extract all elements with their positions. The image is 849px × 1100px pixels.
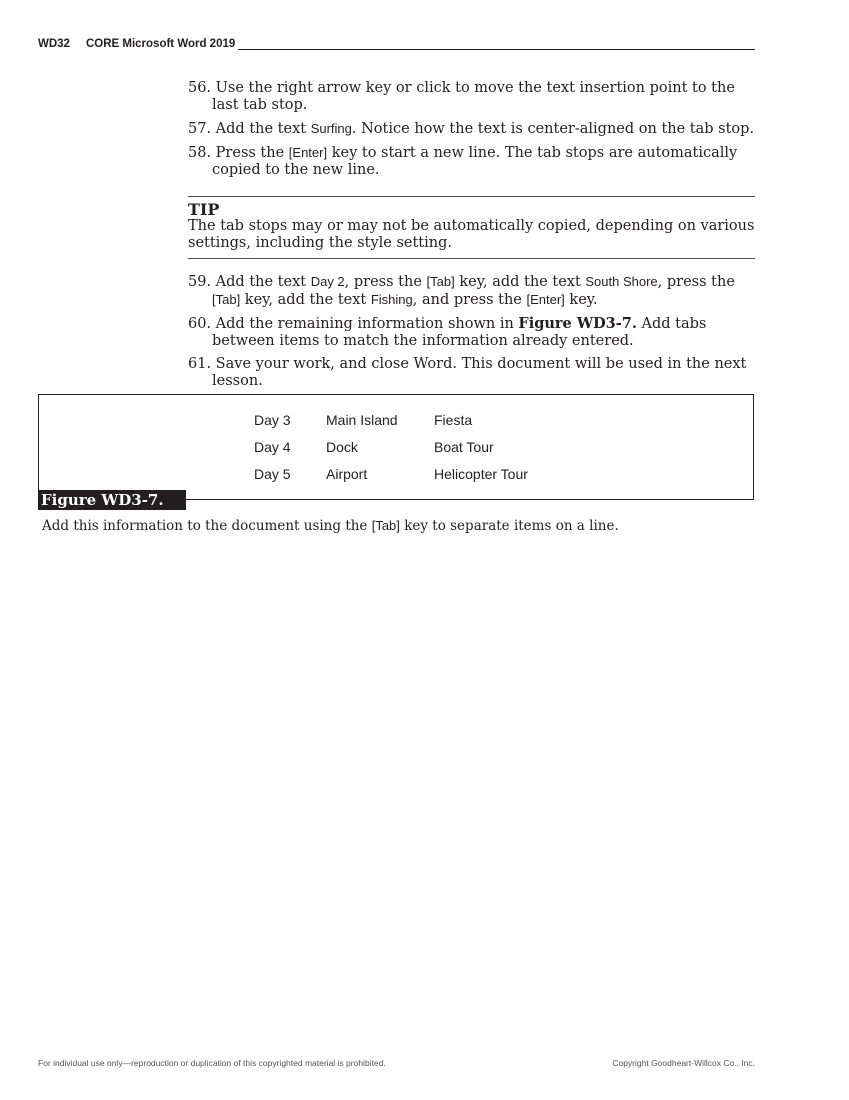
step-item: [188, 120, 755, 138]
steps-top-section: [188, 80, 755, 185]
step-number: 59.: [188, 274, 212, 290]
step-text: , press the: [657, 274, 735, 290]
figure-cell-day: Day 3: [254, 412, 291, 428]
figure-cell-activity: Helicopter Tour: [434, 466, 528, 482]
step-text: . Notice how the text is center-aligned on the tab stop.: [351, 121, 755, 137]
step-text: key.: [564, 292, 598, 308]
step-text: Add tabs between items to match the information already entered.: [212, 316, 707, 349]
tip-text: The tab stops may or may not be automatically copied, depending on various settings, including the style setting.: [188, 218, 755, 251]
book-title: CORE Microsoft Word 2019: [85, 38, 236, 50]
tip-box: [188, 196, 755, 259]
ui-term: Surfing: [310, 121, 352, 136]
figure-cell-day: Day 4: [254, 439, 291, 455]
ui-term: South Shore: [585, 274, 658, 289]
figure-caption-key: [Tab]: [371, 518, 400, 533]
ui-term: [Enter]: [288, 145, 328, 160]
figure-cell-location: Dock: [326, 439, 358, 455]
step-text: Save your work, and close Word. This document will be used in the next lesson.: [212, 356, 747, 389]
step-item: [188, 80, 755, 114]
step-number: 58.: [188, 145, 212, 161]
ui-term: [Tab]: [212, 292, 241, 307]
figure-cell-location: Main Island: [326, 412, 398, 428]
steps-list-top: [188, 80, 755, 179]
steps-list-bottom: [188, 273, 755, 390]
figure-reference: Figure WD3-7.: [518, 315, 637, 332]
header-rule: [238, 38, 755, 50]
figure-cell-location: Airport: [326, 466, 368, 482]
tip-heading: TIP: [188, 200, 220, 219]
step-item: [188, 144, 755, 179]
figure-box: [38, 394, 754, 500]
figure-cell-activity: Boat Tour: [434, 439, 494, 455]
page-code: WD32: [38, 38, 70, 50]
step-text: Add the text: [215, 121, 311, 137]
step-text: , press the: [344, 274, 427, 290]
step-number: 61.: [188, 356, 212, 372]
figure-caption-text: key to separate items on a line.: [399, 518, 619, 534]
running-header: [38, 36, 755, 50]
step-item: [188, 315, 755, 350]
figure-cell-day: Day 5: [254, 466, 291, 482]
ui-term: Fishing: [370, 292, 413, 307]
step-item: [188, 273, 755, 309]
figure-caption: [42, 517, 762, 535]
figure-label: Figure WD3-7.: [38, 490, 186, 510]
ui-term: [Tab]: [426, 274, 455, 289]
footer-copyright: Copyright Goodheart-Willcox Co., Inc.: [612, 1058, 755, 1068]
step-text: Add the text: [215, 274, 311, 290]
ui-term: Day 2: [310, 274, 345, 289]
step-text: Press the: [215, 145, 289, 161]
figure-caption-text: Add this information to the document using the: [42, 518, 372, 534]
step-text: key, add the text: [240, 292, 371, 308]
step-number: 57.: [188, 121, 212, 137]
footer-notice: For individual use only—reproduction or duplication of this copyrighted material is prohibited.: [38, 1058, 386, 1068]
step-text: , and press the: [412, 292, 527, 308]
steps-bottom-section: [188, 273, 755, 396]
step-text: Add the remaining information shown in: [215, 316, 519, 332]
ui-term: [Enter]: [526, 292, 565, 307]
step-text: key to start a new line. The tab stops are automatically copied to the new line.: [212, 145, 738, 178]
step-text: key, add the text: [454, 274, 586, 290]
figure-cell-activity: Fiesta: [434, 412, 473, 428]
step-text: Use the right arrow key or click to move the text insertion point to the last tab stop.: [212, 80, 735, 113]
step-item: [188, 356, 755, 390]
step-number: 56.: [188, 80, 212, 96]
step-number: 60.: [188, 316, 212, 332]
